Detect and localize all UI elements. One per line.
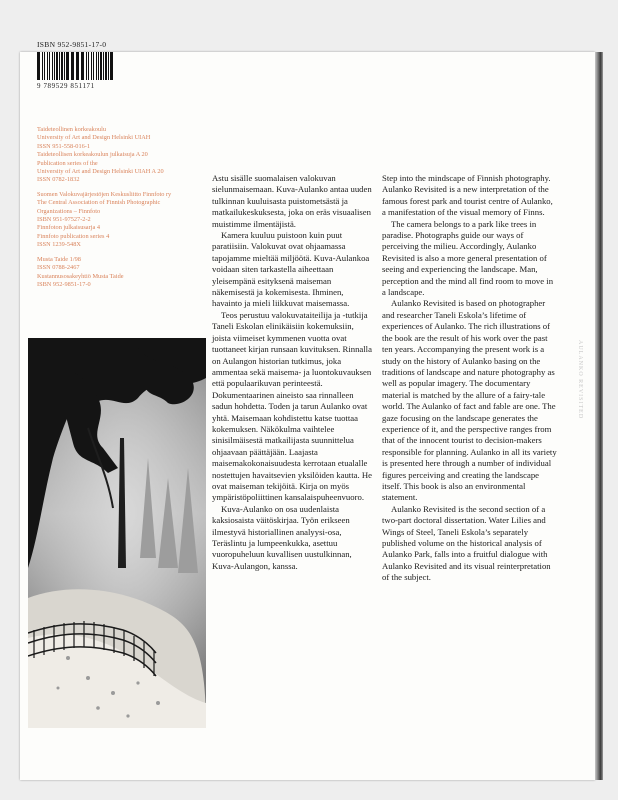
publisher-line: ISSN 951-558-016-1 xyxy=(37,142,90,150)
spine-title: AULANKO REVISITED xyxy=(577,340,583,420)
body-paragraph: Astu sisälle suomalaisen valokuvan sielunmaisemaan. Kuva-Aulanko antaa uuden tulkinnan kuuluisasta puistometsästä ja matkailukeskuksesta, joka on eräs visuaalisen muistimme ilmentäjistä. xyxy=(212,173,372,229)
publisher-line: Kustannusosakeyhtiö Musta Taide xyxy=(37,272,124,280)
publisher-line: Musta Taide 1/98 xyxy=(37,255,81,263)
body-paragraph: Kuva-Aulanko on osa uudenlaista kaksiosaista väitöskirjaa. Työn erikseen ilmestyvä historiallinen analyysi-osa, Teräslintu ja lumpeenkukka, asettuu vuoropuheluun kuvallisen uustulkinnan, Kuva-Aulangon, kanssa. xyxy=(212,503,352,571)
book-spine-edge xyxy=(595,52,603,780)
publisher-line: University of Art and Design Helsinki UIAH A 20 xyxy=(37,168,164,176)
body-paragraph: Aulanko Revisited is the second section of a two-part doctoral dissertation. Water Lilies and Wings of Steel, Taneli Eskola’s separately published volume on the historical analysis of Aulanko Park, falls into a fruitful dialogue with Aulanko Revisited and its visual reinterpretation of the subject. xyxy=(382,503,551,583)
body-paragraph: Kamera kuuluu puistoon kuin puut paratiisiin. Valokuvat ovat ohjaamassa tapojamme mieltää miljöötä. Kuva-Aulankoa voidaan siten tarkastella aiheettaan yleisempänä esityksenä maiseman näkemisestä ja kokemisesta. Ihminen, havainto ja mieli liikkuvat maisemassa. xyxy=(212,230,370,309)
publisher-line: Finnfoton julkaisusarja 4 xyxy=(37,224,100,232)
publisher-line: Finnfoto publication series 4 xyxy=(37,232,110,240)
publisher-line: ISBN 951-97527-2-2 xyxy=(37,216,91,224)
publisher-line: Publication series of the xyxy=(37,159,98,167)
publisher-line: University of Art and Design Helsinki UIAH xyxy=(37,134,151,142)
publisher-line: ISBN 952-9851-17-0 xyxy=(37,280,91,288)
barcode-number: 9 789529 851171 xyxy=(37,82,95,90)
body-paragraph: Teos perustuu valokuvataiteilija ja -tutkija Taneli Eskolan elinikäisiin kokemuksiin, joista viimeiset kymmenen vuotta ovat tuottaneet kirjan runsaan kuvituksen. Rinnalla on Aulangon historian tutkimus, joka ammentaa sekä maisema- ja luontokuvauksen että populaarikuvan perinteestä. Dokumentaarinen aineisto saa rinnalleen sadun hohdetta. Toden ja tarun Aulanko ovat yhtä. Maisemaan kohdistettu katse tuottaa kokemuksen. Näkökulma vaihtelee sinisilmäisestä matkailijasta suunnittelua ohjaavaan päättäjään. Laajasta maisemakokonaisuudesta kerrotaan etualalle nostettujen havaitsevien yksilöiden kautta. He ovat maiseman tekijöitä. Kirja on myös ympäristöpoliittinen kansalaispuheenvuoro. xyxy=(212,309,372,503)
finnish-text-column xyxy=(212,173,374,572)
publisher-line: ISSN 0788-2467 xyxy=(37,264,80,272)
publisher-line: Taideteollisen korkeakoulun julkaisuja A 20 xyxy=(37,151,148,159)
body-paragraph: Step into the mindscape of Finnish photography. Aulanko Revisited is a new interpretation of the famous forest park and tourist centre of Aulanko, a manifestation of the visual memory of Finns. xyxy=(382,173,553,218)
publisher-line: ISSN 0782-1832 xyxy=(37,176,80,184)
winter-forest-photograph xyxy=(28,338,206,728)
isbn-label: ISBN 952-9851-17-0 xyxy=(37,40,107,49)
body-paragraph: The camera belongs to a park like trees in paradise. Photographs guide our ways of perceiving the milieu. Accordingly, Aulanko Revisited is also a more general presentation of seeing and experiencing the landscape. Man, perception and the mind all find room to move in a landscape. xyxy=(382,218,554,298)
body-paragraph: Aulanko Revisited is based on photographer and researcher Taneli Eskola’s lifetime of experiences of Aulanko. The rich illustrations of the book are the result of his work over the past ten years. Accompanying the present work is a study on the history of Aulanko basing on the traditions of landscape and nature photography as well as popular imagery. The documentary material is matched by the allure of a fairy-tale world. The Aulanko of fact and fable are one. The gaze focusing on the landscape generates the experience of it, and the perspective ranges from that of the innocent tourist to decision-makers responsible for planning. Aulanko in all its variety is presented here through a number of individual figures perceiving and creating the landscape itself. This book is also an environmental statement. xyxy=(382,298,557,503)
publisher-line: ISSN 1239-548X xyxy=(37,241,81,249)
publisher-line: Taideteollinen korkeakoulu xyxy=(37,126,106,133)
publisher-line: Organizations – Finnfoto xyxy=(37,207,101,215)
publisher-line: The Central Association of Finnish Photographic xyxy=(37,199,161,207)
publisher-info xyxy=(37,126,227,289)
english-text-column xyxy=(382,173,558,584)
barcode xyxy=(37,52,115,80)
publisher-line: Suomen Valokuvajärjestöjen Keskusliitto Finnfoto ry xyxy=(37,190,172,198)
